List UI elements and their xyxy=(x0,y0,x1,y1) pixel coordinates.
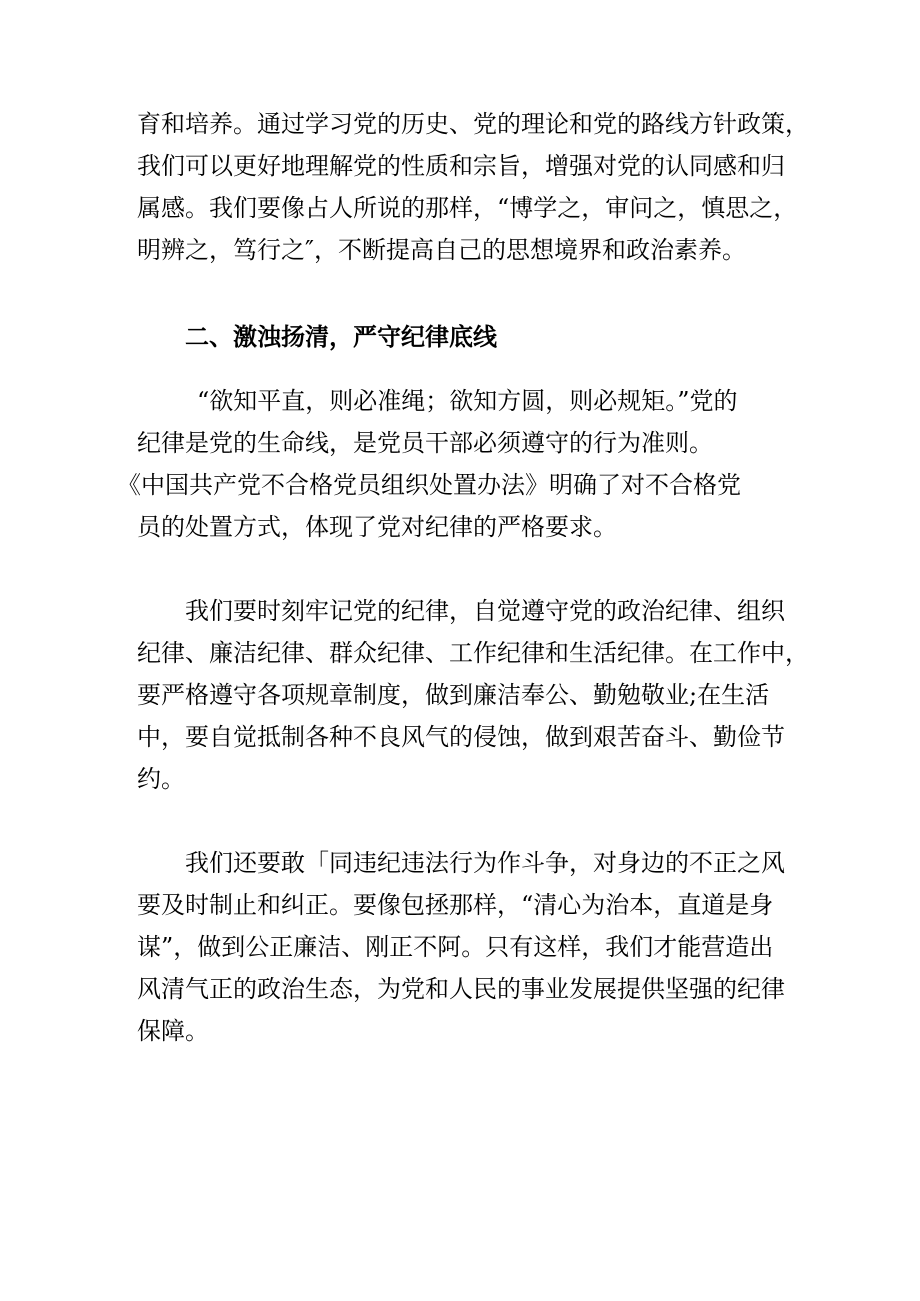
paragraph-line: 我们还要敢「同违纪违法行为作斗争，对身边的不正之风 xyxy=(185,849,785,877)
paragraph-2 xyxy=(117,380,797,548)
paragraph-line: 保障。 xyxy=(137,1017,209,1045)
paragraph-line: 要严格遵守各项规章制度，做到廉洁奉公、勤勉敬业;在生活 xyxy=(137,681,770,709)
paragraph-line: 约。 xyxy=(137,765,185,793)
paragraph-line: 属感。我们要像占人所说的那样，“博学之，审问之，慎思之， xyxy=(137,194,798,222)
paragraph-line: 中，要自觉抵制各种不良风气的侵蚀，做到艰苦奋斗、勤俭节 xyxy=(137,723,785,751)
paragraph-line: 员的处置方式，体现了党对纪律的严格要求。 xyxy=(137,513,617,541)
paragraph-line: 明辨之，笃行之″，不断提高自己的思想境界和政治素养。 xyxy=(137,236,746,264)
paragraph-line: 要及时制止和纠正。要像包拯那样，“清心为治本，直道是身 xyxy=(137,891,774,919)
paragraph-line: 谋”，做到公正廉洁、刚正不阿。只有这样，我们才能营造出 xyxy=(137,933,774,961)
paragraph-line: 育和培养。通过学习党的历史、党的理论和党的路线方针政策， xyxy=(137,110,809,138)
paragraph-line: 纪律、廉洁纪律、群众纪律、工作纪律和生活纪律。在工作中， xyxy=(137,639,809,667)
paragraph-3 xyxy=(137,590,809,800)
paragraph-line: 《中国共产党不合格党员组织处置办法》明确了对不合格党 xyxy=(117,471,741,499)
section-heading-2: 二、激浊扬清，严守纪律底线 xyxy=(185,322,497,351)
paragraph-1 xyxy=(137,103,809,271)
paragraph-line: 纪律是党的生命线，是党员干部必须遵守的行为准则。 xyxy=(137,429,713,457)
paragraph-4 xyxy=(137,842,797,1052)
paragraph-line: 风清气正的政治生态，为党和人民的事业发展提供坚强的纪律 xyxy=(137,975,785,1003)
paragraph-line: 我们要时刻牢记党的纪律，自觉遵守党的政治纪律、组织 xyxy=(185,597,785,625)
paragraph-line: “欲知平直，则必准绳；欲知方圆，则必规矩。”党的 xyxy=(197,387,738,415)
paragraph-line: 我们可以更好地理解党的性质和宗旨，增强对党的认同感和归 xyxy=(137,152,785,180)
